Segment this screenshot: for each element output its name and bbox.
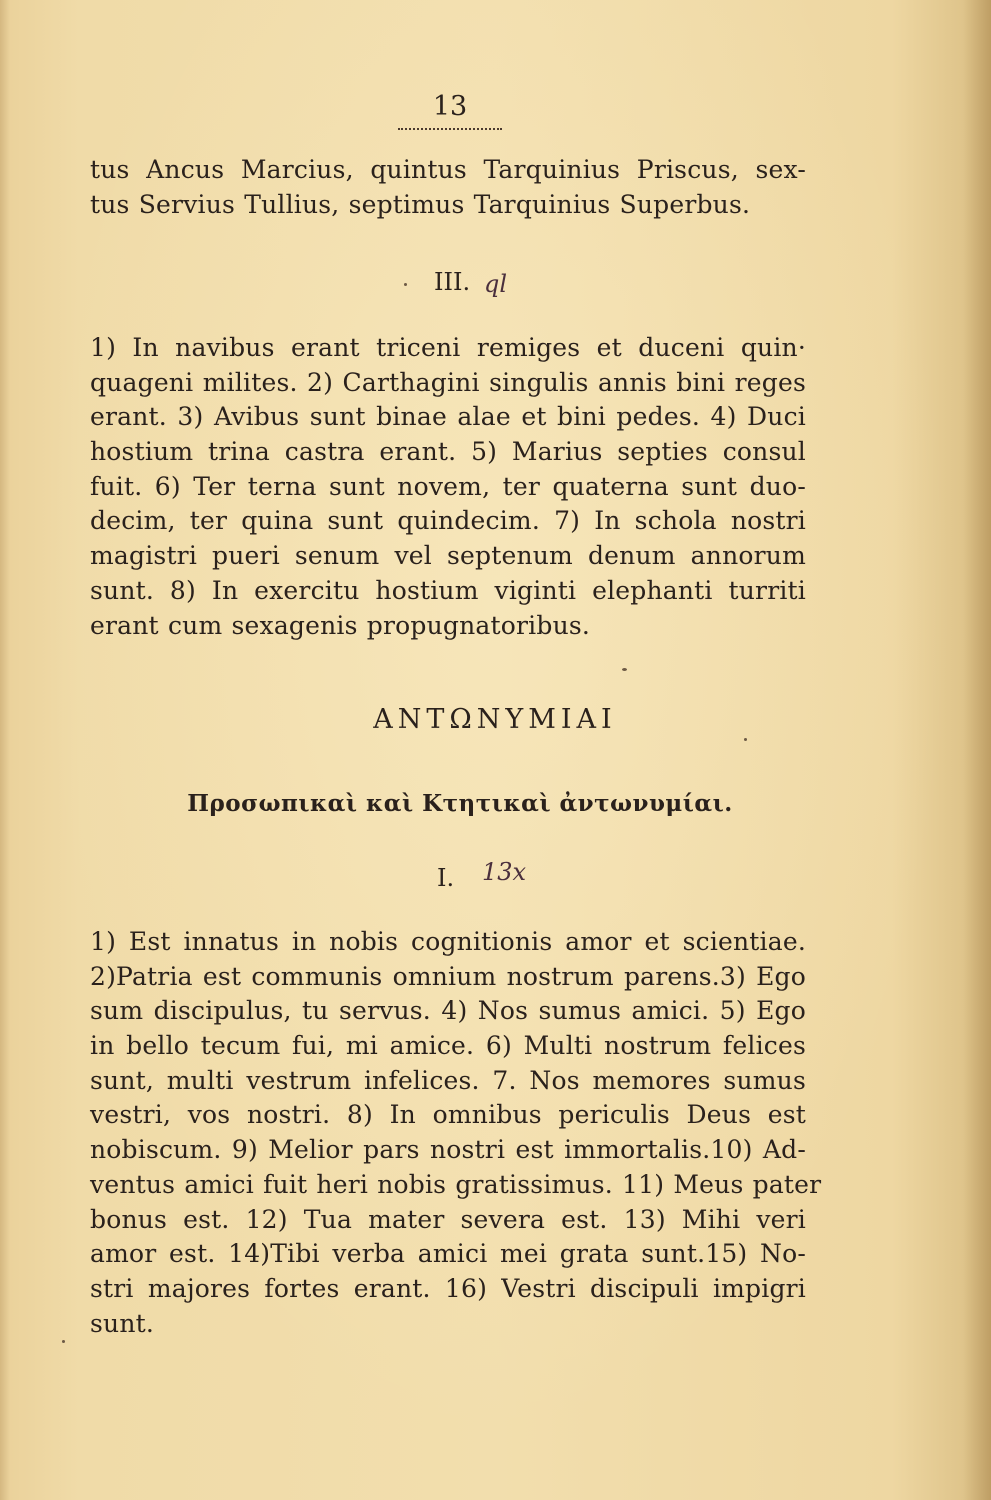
text-line: tus Servius Tullius, septimus Tarquinius Superbus. <box>90 189 751 219</box>
text-line: fuit. 6) Ter terna sunt novem, ter quaterna sunt duo- <box>90 471 806 501</box>
text-line: tus Ancus Marcius, quintus Tarquinius Priscus, sex- <box>90 155 806 184</box>
text-line: 1) In navibus erant triceni remiges et duceni quin· <box>90 333 806 362</box>
text-line: decim, ter quina sunt quindecim. 7) In schola nostri <box>90 506 806 536</box>
text-line: vestri, vos nostri. 8) In omnibus periculis Deus est <box>90 1100 806 1130</box>
chapter-title: ΑΝΤΩΝΥΜΙΑΙ <box>373 704 617 735</box>
text-line: sum discipulus, tu servus. 4) Nos sumus amici. 5) Ego <box>90 996 806 1026</box>
text-line: sunt. 8) In exercitu hostium viginti elephanti turriti <box>90 575 806 605</box>
text-line: sunt, multi vestrum infelices. 7. Nos memores sumus <box>90 1065 806 1095</box>
chapter-subtitle: Προσωπικαὶ καὶ Κτητικαὶ ἀντωνυμίαι. <box>187 790 733 817</box>
text-line: erant. 3) Avibus sunt binae alae et bini pedes. 4) Duci <box>90 402 806 432</box>
text-line: in bello tecum fui, mi amice. 6) Multi nostrum felices <box>90 1031 806 1061</box>
section-iii-heading: III. <box>434 268 471 296</box>
page-left-edge-shadow <box>0 0 10 1500</box>
text-line: amor est. 14)Tibi verba amici mei grata sunt.15) No- <box>90 1239 806 1269</box>
page-number: 13 <box>432 91 468 122</box>
text-line: magistri pueri senum vel septenum denum annorum <box>90 541 806 571</box>
text-line: 1) Est innatus in nobis cognitionis amor et scientiae. <box>90 927 806 956</box>
continuation-paragraph <box>90 153 806 222</box>
section-iii-handwritten-note: ql <box>484 270 508 298</box>
text-line: stri majores fortes erant. 16) Vestri discipuli impigri <box>90 1273 806 1303</box>
page-right-edge-shadow <box>963 0 991 1500</box>
text-line: quageni milites. 2) Carthagini singulis annis bini reges <box>90 367 806 397</box>
page-number-rule <box>398 128 502 130</box>
section-i-handwritten-note: 13x <box>482 858 527 886</box>
text-line: nobiscum. 9) Melior pars nostri est immortalis.10) Ad- <box>90 1135 806 1165</box>
section-i-heading: I. <box>437 864 455 892</box>
paper-speck <box>404 283 407 286</box>
text-line: bonus est. 12) Tua mater severa est. 13) Mihi veri <box>90 1204 806 1234</box>
text-line: 2)Patria est communis omnium nostrum parens.3) Ego <box>90 961 806 991</box>
text-line: erant cum sexagenis propugnatoribus. <box>90 610 591 640</box>
section-iii-exercise <box>90 331 806 643</box>
text-line: ventus amici fuit heri nobis gratissimus. 11) Meus pater <box>90 1169 822 1199</box>
section-i-exercise <box>90 925 822 1341</box>
paper-speck <box>622 668 627 671</box>
paper-speck <box>744 738 747 741</box>
text-line: hostium trina castra erant. 5) Marius septies consul <box>90 437 806 467</box>
paper-speck <box>62 1340 65 1343</box>
text-line: sunt. <box>90 1308 155 1338</box>
